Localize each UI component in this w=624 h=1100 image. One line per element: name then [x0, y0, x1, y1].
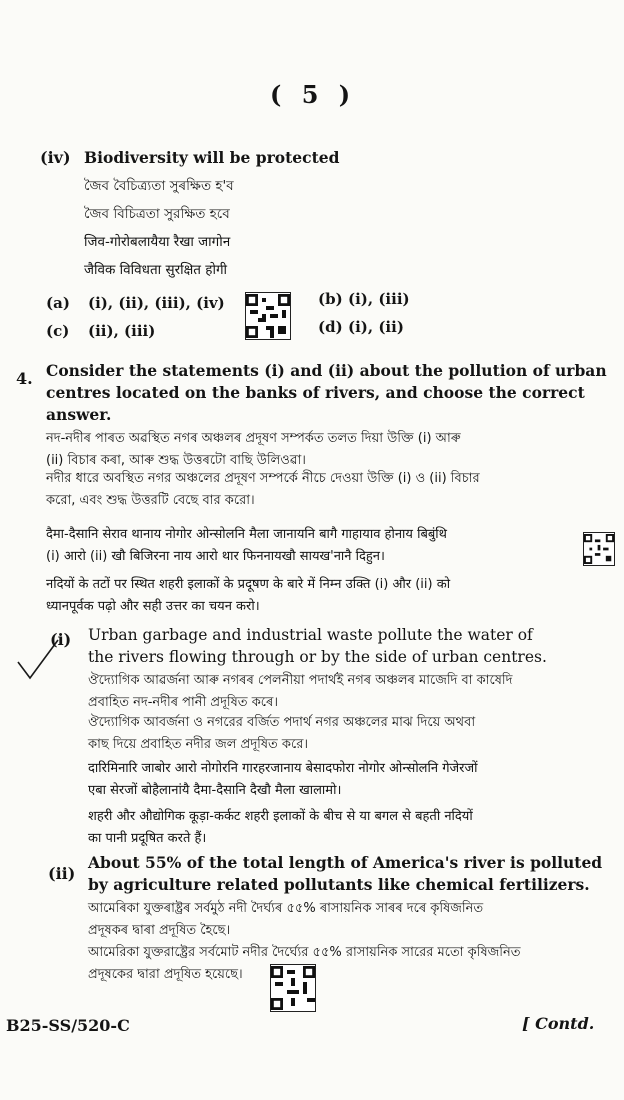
statement-i-english-2: the rivers flowing through or by the side of urban centres. — [88, 648, 547, 666]
option-iv-english: Biodiversity will be protected — [84, 148, 340, 167]
statement-ii-bengali-1: আমেরিকা যুক্তরাষ্ট্রের সর্বমোট নদীর দৈর্ঘ্যের ৫৫% রাসায়নিক সারের মতো কৃষিজনিত — [88, 945, 521, 960]
answer-a-text: (i), (ii), (iii), (iv) — [88, 294, 225, 312]
statement-i-bengali-2: কাছ দিয়ে প্রবাহিত নদীর জল প্রদূষিত করে। — [88, 737, 309, 752]
side-qr-code-icon — [583, 532, 615, 566]
answer-c-label: (c) — [46, 322, 70, 340]
statement-ii-label: (ii) — [48, 864, 76, 883]
option-iv-bodo: जिव-गोरोबलायैया रैखा जागोन — [84, 234, 231, 250]
option-iv-bengali: জৈব বিচিত্ৰতা সুরক্ষিত হবে — [84, 206, 230, 222]
continued-label: [ Contd. — [522, 1014, 595, 1033]
option-iv-assamese: জৈব বৈচিত্ৰ্যতা সুৰক্ষিত হ'ব — [84, 178, 234, 194]
question-4-assamese-1: নদ-নদীৰ পাৰত অৱস্থিত নগৰ অঞ্চলৰ প্ৰদূষণ সম্পৰ্কত তলত দিয়া উক্তি (i) আৰু — [46, 431, 461, 446]
statement-ii-assamese-1: আমেৰিকা যুক্তৰাষ্ট্ৰৰ সৰ্বমুঠ নদী দৈৰ্ঘ্যৰ ৫৫% ৰাসায়নিক সাৰৰ দৰে কৃষিজনিত — [88, 901, 484, 916]
question-4-hindi-2: ध्यानपूर्वक पढ़ो और सही उत्तर का चयन करो। — [46, 599, 260, 614]
page-number: ( 5 ) — [270, 80, 357, 109]
question-4-stem-line-2: centres located on the banks of rivers, and choose the correct — [46, 383, 585, 402]
statement-i-assamese-1: ঔদ্যোগিক আৱৰ্জনা আৰু নগৰৰ পেলনীয়া পদাৰ্থই নগৰ অঞ্চলৰ মাজেদি বা কাষেদি — [88, 673, 513, 688]
statement-i-english-1: Urban garbage and industrial waste pollute the water of — [88, 626, 533, 644]
statement-i-bodo-2: एबा सेरजों बोहैलानांयै दैमा-दैसानि दैखौ मैला खालामो। — [88, 783, 342, 798]
statement-ii-english-1: About 55% of the total length of America's river is polluted — [88, 853, 603, 872]
statement-i-bodo-1: दारिमिनारि जाबोर आरो नोगोरनि गारहरजानाय बेसादफोरा नोगोर ओन्सोलनि गेजेरजों — [88, 761, 478, 776]
question-4-assamese-2: (ii) বিচাৰ কৰা, আৰু শুদ্ধ উত্তৰটো বাছি উলিওৱা। — [46, 453, 306, 468]
answer-a-label: (a) — [46, 294, 70, 312]
paper-code: B25-SS/520-C — [6, 1016, 130, 1035]
answer-b-text: (i), (iii) — [348, 290, 410, 308]
answer-d-text: (i), (ii) — [348, 318, 404, 336]
question-4-bodo-2: (i) आरो (ii) खौ बिजिरना नाय आरो थार फिननायखौ सायख'नानै दिहुन। — [46, 549, 385, 564]
statement-i-label: (i) — [50, 630, 72, 649]
answer-b-label: (b) — [318, 290, 343, 308]
answer-d-label: (d) — [318, 318, 343, 336]
option-iv-label: (iv) — [40, 148, 71, 167]
answer-c-text: (ii), (iii) — [88, 322, 156, 340]
qr-code-icon — [245, 292, 291, 340]
statement-ii-bengali-2: প্রদূষকের দ্বারা প্রদূষিত হয়েছে। — [88, 967, 243, 982]
statement-i-hindi-2: का पानी प्रदूषित करते हैं। — [88, 831, 207, 846]
bottom-qr-code-icon — [270, 964, 316, 1012]
question-4-stem-line-1: Consider the statements (i) and (ii) about the pollution of urban — [46, 361, 607, 380]
question-4-number: 4. — [16, 369, 33, 388]
statement-ii-assamese-2: প্ৰদূষকৰ দ্বাৰা প্ৰদূষিত হৈছে। — [88, 923, 231, 938]
question-4-hindi-1: नदियों के तटों पर स्थित शहरी इलाकों के प्रदूषण के बारे में निम्न उक्ति (i) और (ii) को — [46, 577, 451, 592]
question-4-bodo-1: दैमा-दैसानि सेराव थानाय नोगोर ओन्सोलनि मैला जानायनि बागै गाहायाव होनाय बिबुंथि — [46, 527, 447, 542]
statement-ii-english-2: by agriculture related pollutants like chemical fertilizers. — [88, 875, 590, 894]
question-4-bengali-1: নদীর ধারে অবস্থিত নগর অঞ্চলের প্রদূষণ সম্পর্কে নীচে দেওয়া উক্তি (i) ও (ii) বিচার — [46, 471, 480, 486]
question-4-stem-line-3: answer. — [46, 405, 112, 424]
statement-i-bengali-1: ঔদ্যোগিক আবর্জনা ও নগরের বর্জিত পদার্থ নগর অঞ্চলের মাঝ দিয়ে অথবা — [88, 715, 476, 730]
option-iv-hindi: जैविक विविधता सुरक्षित होगी — [84, 262, 228, 278]
statement-i-hindi-1: शहरी और औद्योगिक कूड़ा-कर्कट शहरी इलाकों के बीच से या बगल से बहती नदियों — [88, 809, 473, 824]
question-4-bengali-2: করো, এবং শুদ্ধ উত্তরটি বেছে বার করো। — [46, 493, 255, 508]
statement-i-assamese-2: প্ৰবাহিত নদ-নদীৰ পানী প্ৰদূষিত কৰে। — [88, 695, 278, 710]
